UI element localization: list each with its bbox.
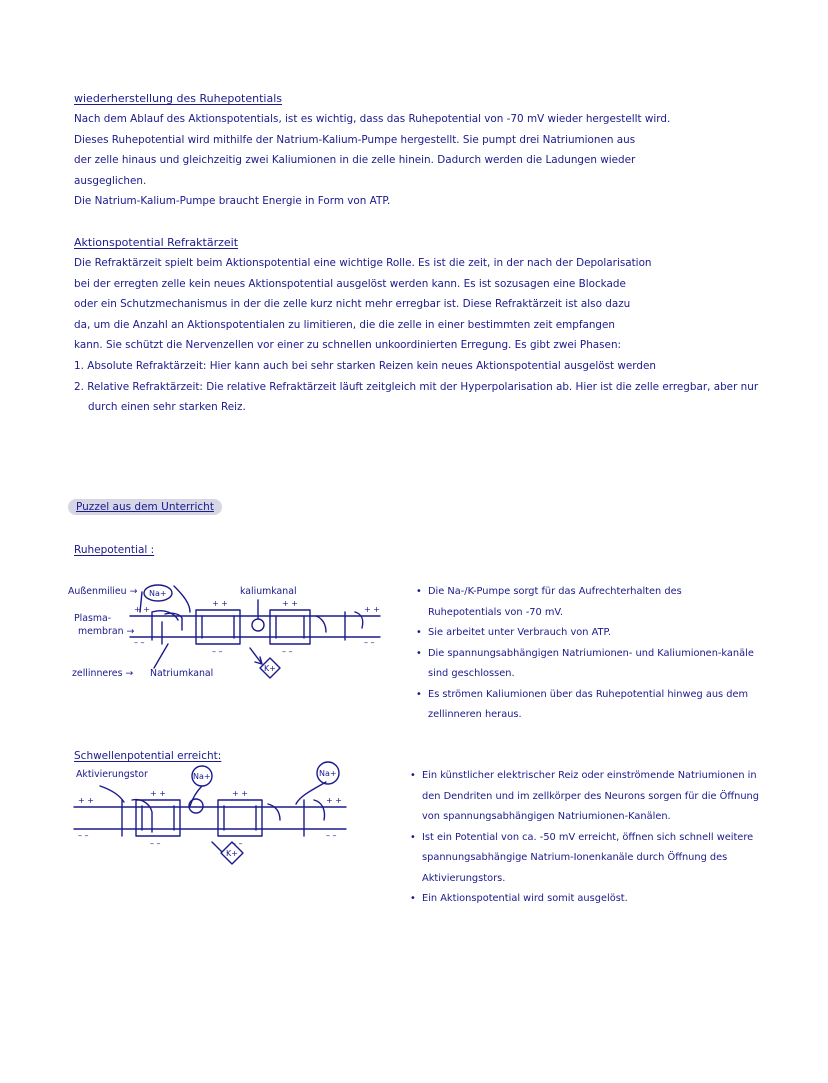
minus-sign: – –	[326, 831, 337, 840]
label-zellinneres: zellinneres →	[72, 668, 134, 679]
bullet-item: • Ein Aktionspotential wird somit ausgelöst.	[408, 889, 768, 910]
label-aktivierungstor: Aktivierungstor	[76, 769, 148, 780]
plus-sign: + +	[282, 599, 298, 608]
plus-sign: + +	[134, 605, 150, 614]
sodium-ion-label: Na+	[149, 589, 167, 598]
text-line: kann. Sie schützt die Nervenzellen vor einer zu schnellen unkoordinierten Erregung. Es gibt zwei Phasen:	[74, 339, 622, 351]
text-line: da, um die Anzahl an Aktionspotentialen zu limitieren, die die zelle in einer bestimmten zeit empfangen	[74, 318, 615, 331]
sodium-ion-label: Na+	[319, 769, 337, 778]
plus-sign: + +	[232, 789, 248, 798]
minus-sign: – –	[150, 839, 161, 848]
heading-schwellenpotential: Schwellenpotential erreicht:	[74, 750, 222, 762]
bullet-item: • Die Na-/K-Pumpe sorgt für das Aufrechterhalten des Ruhepotentials von -70 mV.	[414, 582, 754, 623]
heading-refraktaerzeit: Aktionspotential Refraktärzeit	[74, 236, 239, 249]
minus-sign: – –	[282, 647, 293, 656]
text-line: der zelle hinaus und gleichzeitig zwei Kaliumionen in die zelle hinein. Dadurch werden die Ladungen wieder	[74, 154, 636, 166]
label-membran: membran →	[78, 626, 135, 637]
minus-sign: – –	[232, 839, 243, 848]
schwelle-bullets	[408, 766, 768, 910]
bullet-item: • Ein künstlicher elektrischer Reiz oder einströmende Natriumionen in den Dendriten und im zellkörper des Neurons sorgen für die Öffnung von spannungsabhängigen Natriumionen-Kanälen.	[408, 766, 768, 828]
minus-sign: – –	[364, 638, 375, 647]
potassium-ion-label: K+	[226, 849, 238, 858]
bullet-item: • Sie arbeitet unter Verbrauch von ATP.	[414, 623, 754, 644]
bullet-item: • Ist ein Potential von ca. -50 mV erreicht, öffnen sich schnell weitere spannungsabhängige Natrium-Ionenkanäle durch Öffnung des Aktivierungstors.	[408, 828, 768, 890]
text-line: ausgeglichen.	[74, 174, 147, 187]
text-line: Die Refraktärzeit spielt beim Aktionspotential eine wichtige Rolle. Es ist die zeit, in der nach der Depolarisation	[74, 257, 652, 269]
phase-absolute: 1. Absolute Refraktärzeit: Hier kann auch bei sehr starken Reizen kein neues Aktionspotential ausgelöst werden	[74, 360, 656, 372]
text-line: Die Natrium-Kalium-Pumpe braucht Energie in Form von ATP.	[74, 195, 391, 207]
heading-ruhepotential-diagram: Ruhepotential :	[74, 544, 155, 556]
phase-relative: 2. Relative Refraktärzeit: Die relative Refraktärzeit läuft zeitgleich mit der Hyperpolarisation ab. Hier ist die zelle erregbar, aber nur durch einen sehr starken Reiz.	[74, 380, 759, 413]
text-line: Dieses Ruhepotential wird mithilfe der Natrium-Kalium-Pumpe hergestellt. Sie pumpt drei Natriumionen aus	[74, 133, 636, 146]
plus-sign: + +	[364, 605, 380, 614]
minus-sign: – –	[212, 647, 223, 656]
sodium-ion-label: Na+	[193, 772, 211, 781]
potassium-ion-label: K+	[264, 664, 276, 673]
bullet-item: • Es strömen Kaliumionen über das Ruhepotential hinweg aus dem zellinneren heraus.	[414, 685, 754, 726]
minus-sign: – –	[134, 638, 145, 647]
plus-sign: + +	[78, 796, 94, 805]
text-line: bei der erregten zelle kein neues Aktionspotential ausgelöst werden kann. Es ist sozusagen eine Blockade	[74, 277, 626, 290]
ruhe-bullets	[414, 582, 754, 726]
puzzle-badge: Puzzel aus dem Unterricht	[68, 499, 222, 515]
label-natriumkanal: Natriumkanal	[150, 668, 214, 679]
text-line: oder ein Schutzmechanismus in der die zelle kurz nicht mehr erregbar ist. Diese Refraktärzeit ist also dazu	[74, 298, 631, 310]
label-aussenmilieu: Außenmilieu →	[68, 586, 138, 597]
heading-ruhepotential-wiederherstellung: wiederherstellung des Ruhepotentials	[74, 92, 283, 105]
bullet-item: • Die spannungsabhängigen Natriumionen- und Kaliumionen-kanäle sind geschlossen.	[414, 644, 754, 685]
plus-sign: + +	[150, 789, 166, 798]
plus-sign: + +	[326, 796, 342, 805]
plus-sign: + +	[212, 599, 228, 608]
label-kaliumkanal: kaliumkanal	[240, 586, 297, 597]
text-line: Nach dem Ablauf des Aktionspotentials, ist es wichtig, dass das Ruhepotential von -70 mV wieder hergestellt wird.	[74, 113, 671, 125]
minus-sign: – –	[78, 831, 89, 840]
ruhe-membrane	[130, 585, 380, 678]
label-plasma: Plasma-	[74, 613, 112, 624]
